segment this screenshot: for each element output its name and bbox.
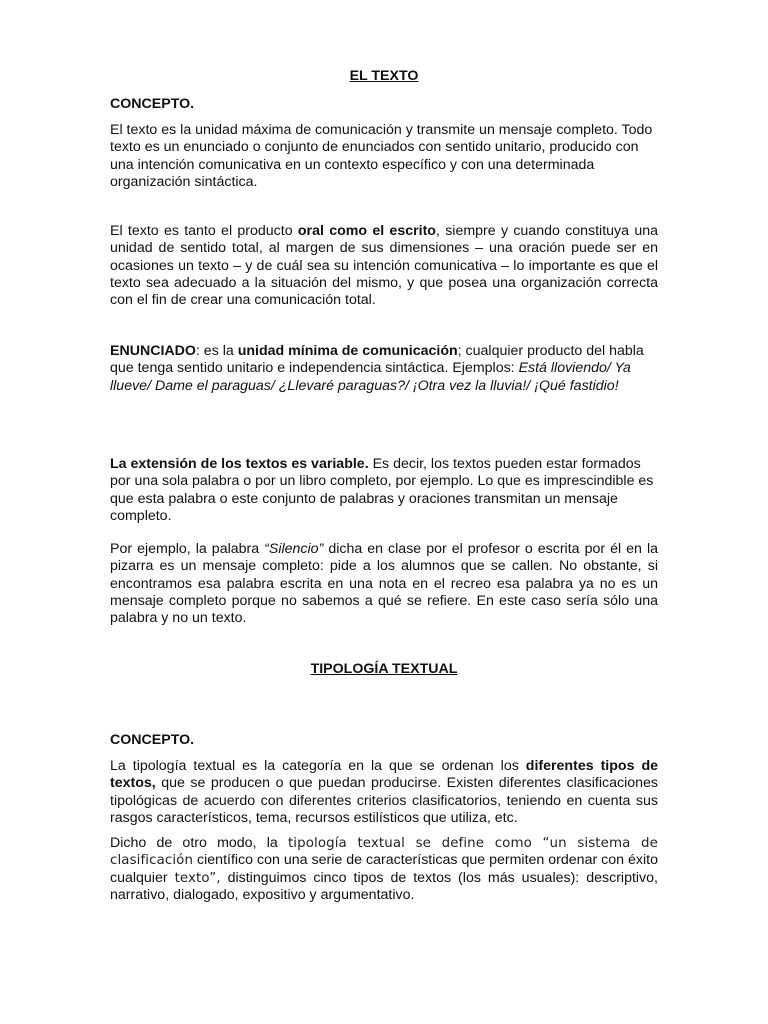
text-span: dicha en clase por el profesor o escrita por él en la pizarra es un mensaje completo: pide a los alumnos que se callen. No obstante, si encontramos esa palabra escrita en una nota en el recreo esa palabra ya no es un mensaje completo porque no sabemos a qué se refiere. En este caso sería sólo una palabra y no un texto. xyxy=(110,541,658,627)
paragraph-tipologia xyxy=(110,758,658,827)
paragraph-enunciado xyxy=(110,343,658,395)
bold-span: oral como el escrito xyxy=(297,223,436,239)
text-span: : es la xyxy=(195,343,238,359)
alt-font-span: tipología textual se define como “un sistema de clasificación xyxy=(110,836,658,869)
bold-span: ENUNCIADO xyxy=(110,343,196,359)
italic-span: Está lloviendo/ Ya llueve/ Dame el paraguas/ ¿Llevaré paraguas?/ ¡Otra vez la lluvia!/ ¡Qué fastidio! xyxy=(110,360,631,394)
document-title: EL TEXTO xyxy=(349,68,419,84)
concept-heading-2: CONCEPTO. xyxy=(110,732,195,748)
italic-span: “Silencio” xyxy=(264,541,324,557)
bold-span: La extensión de los textos es variable. xyxy=(110,456,369,472)
text-span: científico con una serie de características que permiten ordenar con éxito cualquier xyxy=(110,852,658,886)
text-span: , siempre y cuando constituya una unidad de sentido total, al margen de sus dimensiones – una oración puede ser en ocasiones un texto – y de cuál sea su intención comunicativa – lo importante es que el texto sea adecuado a la situación del mismo, y que posea una organización correcta con el fin de crear una comunicación total. xyxy=(110,223,658,309)
text-span: Es decir, los textos pueden estar formados por una sola palabra o por un libro completo, por ejemplo. Lo que es imprescindible es que esta palabra o este conjunto de palabras y oraciones transmitan un mensaje completo. xyxy=(110,456,654,524)
text-span: ; cualquier producto del habla que tenga sentido unitario e independencia sintáctica. Ejemplos: xyxy=(110,343,644,377)
concept-heading-1: CONCEPTO. xyxy=(110,96,195,112)
paragraph-example xyxy=(110,541,658,627)
bold-span: unidad mínima de comunicación xyxy=(237,343,458,359)
text-span: distinguimos cinco tipos de textos (los más usuales): descriptivo, narrativo, dialogado, expositivo y argumentativo. xyxy=(110,869,658,903)
paragraph-extension xyxy=(110,456,658,525)
alt-font-span: texto”, xyxy=(174,870,221,886)
text-span: Por ejemplo, la palabra xyxy=(110,541,265,557)
paragraph-definition-2 xyxy=(110,835,658,904)
paragraph-oral-written xyxy=(110,223,658,309)
text-span: Dicho de otro modo, la xyxy=(110,835,288,851)
text-span: que se producen o que puedan producirse. Existen diferentes clasificaciones tipológicas de acuerdo con diferentes criterios clasificatorios, teniendo en cuenta sus rasgos característicos, tema, recursos estilísticos que utiliza, etc. xyxy=(110,775,658,826)
paragraph-definition: El texto es la unidad máxima de comunicación y transmite un mensaje completo. Todo texto es un enunciado o conjunto de enunciados con sentido unitario, producido con una intención comunicativa en un contexto específico y con una determinada organización sintáctica. xyxy=(110,122,653,190)
text-span: La tipología textual es la categoría en la que se ordenan los xyxy=(110,758,526,774)
section-title-tipologia: TIPOLOGÍA TEXTUAL xyxy=(310,661,458,677)
text-span: El texto es tanto el producto xyxy=(110,223,298,239)
bold-span: diferentes tipos de textos, xyxy=(110,758,658,792)
